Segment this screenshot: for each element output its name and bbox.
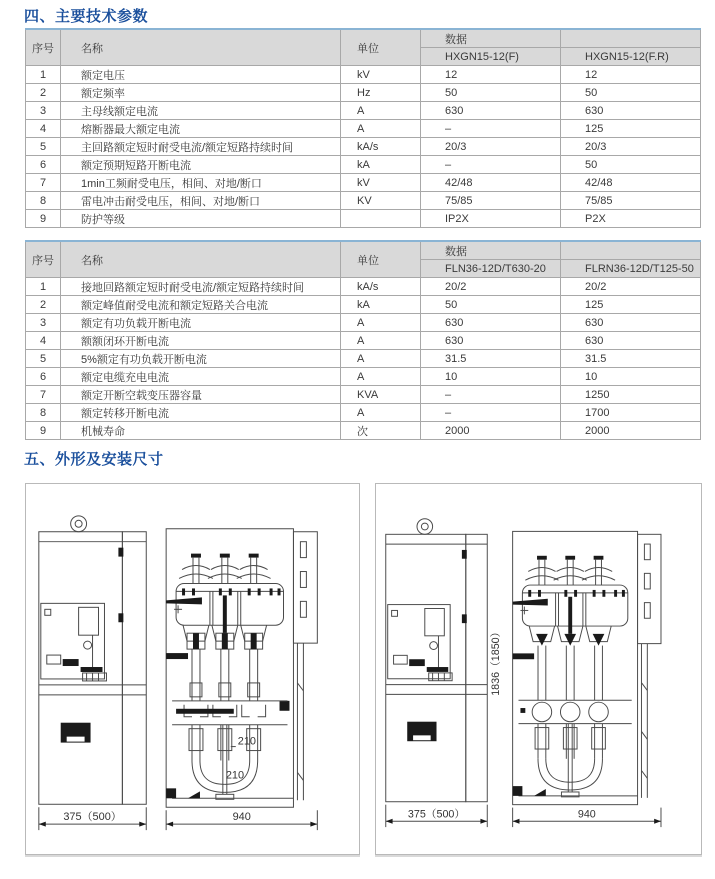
row-value-b: 630 (561, 314, 701, 332)
row-unit: kV (341, 174, 421, 192)
height-dimension-label: 1836（1850） (489, 626, 502, 696)
right-drawing-svg (376, 484, 701, 854)
insulator-phase (208, 554, 242, 584)
phase-tube (558, 626, 583, 759)
table-row (26, 174, 701, 192)
table-row (26, 296, 701, 314)
table-row (26, 192, 701, 210)
row-no: 5 (26, 138, 61, 156)
row-value-a: 20/3 (421, 138, 561, 156)
table-row (26, 210, 701, 228)
row-value-b: 50 (561, 156, 701, 174)
row-name: 1min工频耐受电压，相间、对地/断口 (61, 174, 341, 192)
row-name: 5%额定有功负载开断电流 (61, 350, 341, 368)
row-no: 5 (26, 350, 61, 368)
center-shaft (568, 597, 572, 634)
row-no: 8 (26, 404, 61, 422)
row-unit: kV (341, 66, 421, 84)
row-value-b: 1700 (561, 404, 701, 422)
header-unit: 单位 (341, 29, 421, 66)
row-value-b: 630 (561, 332, 701, 350)
row-value-a: 75/85 (421, 192, 561, 210)
row-value-a: 12 (421, 66, 561, 84)
row-value-a: 630 (421, 314, 561, 332)
row-value-b: 20/2 (561, 278, 701, 296)
header-unit: 单位 (341, 241, 421, 278)
row-name: 主母线额定电流 (61, 102, 341, 120)
row-name: 额定开断空载变压器容量 (61, 386, 341, 404)
row-value-a: 630 (421, 102, 561, 120)
row-value-a: 31.5 (421, 350, 561, 368)
row-no: 6 (26, 368, 61, 386)
cable-loops (538, 724, 602, 797)
header-data: 数据 (421, 29, 561, 48)
row-value-b: 125 (561, 296, 701, 314)
row-value-b: 2000 (561, 422, 701, 440)
row-no: 4 (26, 120, 61, 138)
row-name: 主回路额定短时耐受电流/额定短路持续时间 (61, 138, 341, 156)
ct-circle (589, 702, 609, 722)
insulator-phase (237, 554, 271, 584)
row-name: 额定转移开断电流 (61, 404, 341, 422)
row-unit: kA/s (341, 278, 421, 296)
header-name: 名称 (61, 29, 341, 66)
row-value-a: 20/2 (421, 278, 561, 296)
header-data-empty (561, 241, 701, 260)
row-value-a: 2000 (421, 422, 561, 440)
lifting-eye-hole (75, 520, 82, 527)
phase-tube (586, 626, 611, 759)
insulator-phase (179, 554, 213, 584)
row-unit: A (341, 368, 421, 386)
mid-frame (172, 701, 287, 725)
depth-dimension-label: 375（500） (63, 811, 122, 824)
row-unit: A (341, 332, 421, 350)
row-value-b: 10 (561, 368, 701, 386)
row-value-a: – (421, 404, 561, 422)
row-value-a: 630 (421, 332, 561, 350)
row-name: 防护等级 (61, 210, 341, 228)
table-row (26, 386, 701, 404)
pole-dimension-lower-label: 210 (225, 769, 245, 782)
phase-tube (212, 625, 238, 760)
row-no: 9 (26, 422, 61, 440)
row-no: 1 (26, 278, 61, 296)
table-row (26, 120, 701, 138)
row-unit: kA (341, 296, 421, 314)
row-value-a: – (421, 156, 561, 174)
row-unit: A (341, 102, 421, 120)
pole-dimension-upper-label: 210 (237, 735, 257, 748)
dimension-depth (39, 807, 146, 830)
width-dimension-label: 940 (232, 811, 251, 824)
section-5-title: 五、外形及安装尺寸 (24, 451, 164, 468)
outline-drawing-left-panel (25, 483, 360, 855)
row-name: 额定峰值耐受电流和额定短路关合电流 (61, 296, 341, 314)
row-unit: A (341, 314, 421, 332)
header-data: 数据 (421, 241, 561, 260)
width-dimension-label: 940 (577, 808, 596, 821)
lifting-eye-icon (417, 519, 433, 535)
switch-parameters-table (25, 240, 701, 440)
table-row (26, 156, 701, 174)
row-value-b: 50 (561, 84, 701, 102)
table-row (26, 422, 701, 440)
row-value-a: IP2X (421, 210, 561, 228)
header-model-a: FLN36-12D/T630-20 (421, 260, 561, 278)
phase-tube (529, 626, 554, 759)
row-no: 1 (26, 66, 61, 84)
row-name: 机械寿命 (61, 422, 341, 440)
table-row (26, 84, 701, 102)
table-row (26, 314, 701, 332)
row-unit: KV (341, 192, 421, 210)
row-no: 9 (26, 210, 61, 228)
outline-drawing-right-panel (375, 483, 702, 855)
row-value-b: 42/48 (561, 174, 701, 192)
row-name: 额定有功负载开断电流 (61, 314, 341, 332)
row-unit: A (341, 404, 421, 422)
row-no: 3 (26, 314, 61, 332)
left-drawing-svg (26, 484, 359, 854)
row-value-a: 42/48 (421, 174, 561, 192)
row-value-b: 20/3 (561, 138, 701, 156)
row-name: 额额闭环开断电流 (61, 332, 341, 350)
section-4-title: 四、主要技术参数 (24, 8, 149, 25)
table-row (26, 66, 701, 84)
row-no: 8 (26, 192, 61, 210)
header-no: 序号 (26, 241, 61, 278)
lifting-eye-hole (421, 523, 428, 530)
header-model-b: FLRN36-12D/T125-50 (561, 260, 701, 278)
table-row (26, 368, 701, 386)
row-value-b: 125 (561, 120, 701, 138)
row-value-b: 31.5 (561, 350, 701, 368)
row-unit: kA (341, 156, 421, 174)
row-no: 3 (26, 102, 61, 120)
header-model-b: HXGN15-12(F.R) (561, 48, 701, 66)
row-value-a: 50 (421, 84, 561, 102)
row-value-b: P2X (561, 210, 701, 228)
front-view (513, 531, 661, 827)
insulator-phase (554, 556, 587, 585)
header-name: 名称 (61, 241, 341, 278)
dimension-width (513, 808, 661, 828)
lifting-eye-icon (71, 516, 87, 532)
row-value-b: 1250 (561, 386, 701, 404)
row-value-a: – (421, 120, 561, 138)
row-name: 接地回路额定短时耐受电流/额定短路持续时间 (61, 278, 341, 296)
row-no: 6 (26, 156, 61, 174)
row-no: 2 (26, 84, 61, 102)
insulator-phase (525, 556, 558, 585)
row-no: 7 (26, 386, 61, 404)
main-parameters-table (25, 28, 701, 228)
side-view (386, 519, 502, 827)
row-value-a: 10 (421, 368, 561, 386)
ct-circle (560, 702, 580, 722)
row-value-b: 630 (561, 102, 701, 120)
header-model-a: HXGN15-12(F) (421, 48, 561, 66)
row-name: 熔断器最大额定电流 (61, 120, 341, 138)
row-value-a: 50 (421, 296, 561, 314)
row-unit: KVA (341, 386, 421, 404)
phase-tube (183, 625, 209, 760)
row-unit: 次 (341, 422, 421, 440)
ct-circle (532, 702, 552, 722)
insulator-phase (582, 556, 615, 585)
row-name: 额定频率 (61, 84, 341, 102)
row-value-b: 12 (561, 66, 701, 84)
front-view (166, 529, 317, 830)
row-name: 额定预期短路开断电流 (61, 156, 341, 174)
row-value-a: – (421, 386, 561, 404)
row-name: 额定电压 (61, 66, 341, 84)
row-no: 4 (26, 332, 61, 350)
table-row (26, 350, 701, 368)
dimension-width (166, 810, 317, 830)
row-unit: kA/s (341, 138, 421, 156)
row-name: 额定电缆充电电流 (61, 368, 341, 386)
row-unit: A (341, 350, 421, 368)
table-row (26, 404, 701, 422)
table-row (26, 278, 701, 296)
center-shaft (223, 595, 227, 633)
row-no: 2 (26, 296, 61, 314)
row-value-b: 75/85 (561, 192, 701, 210)
depth-dimension-label: 375（500） (407, 808, 466, 821)
dimension-depth (386, 805, 488, 827)
row-unit: A (341, 120, 421, 138)
table-row (26, 332, 701, 350)
row-unit (341, 210, 421, 228)
header-data-empty (561, 29, 701, 48)
table-row (26, 138, 701, 156)
row-name: 雷电冲击耐受电压，相间、对地/断口 (61, 192, 341, 210)
side-view (39, 516, 146, 830)
row-unit: Hz (341, 84, 421, 102)
header-no: 序号 (26, 29, 61, 66)
ct-frame (518, 700, 631, 723)
row-no: 7 (26, 174, 61, 192)
table-row (26, 102, 701, 120)
